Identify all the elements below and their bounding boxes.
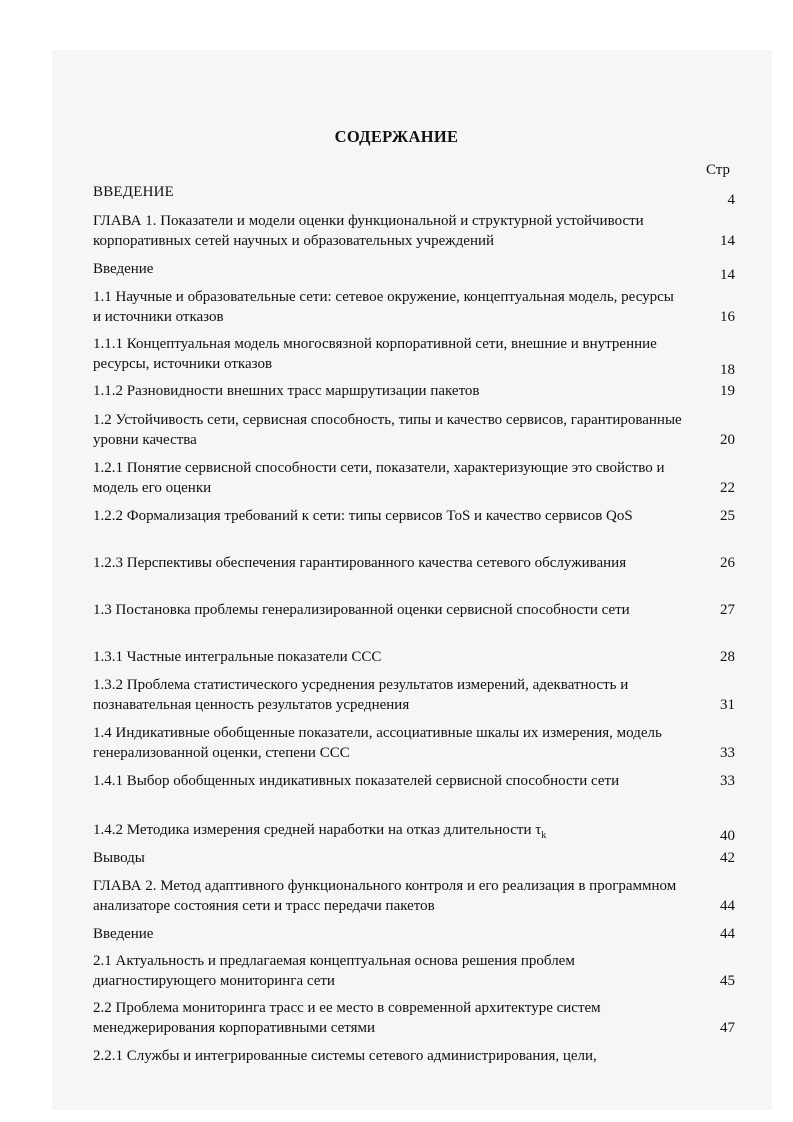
toc-entry-text: 1.1.2 Разновидности внешних трасс маршрутизации пакетов	[93, 383, 480, 399]
toc-entry-page: 20	[720, 432, 735, 448]
toc-entry	[93, 848, 739, 868]
toc-entry-text: ВВЕДЕНИЕ	[93, 184, 174, 200]
toc-entry-page: 14	[720, 267, 735, 283]
toc-entry	[93, 458, 739, 498]
toc-entry-page: 47	[720, 1020, 735, 1036]
toc-entry	[93, 1046, 739, 1066]
toc-entry-page: 40	[720, 828, 735, 844]
toc-entry	[93, 675, 739, 715]
toc-entry	[93, 723, 739, 763]
toc-entry-page: 31	[720, 697, 735, 713]
toc-entry-page: 45	[720, 973, 735, 989]
toc-entry	[93, 381, 739, 401]
toc-entry	[93, 924, 739, 944]
toc-entry-text: Выводы	[93, 850, 145, 866]
toc-entry-page: 44	[720, 926, 735, 942]
toc-entry-page: 33	[720, 773, 735, 789]
toc-entry	[93, 334, 739, 378]
toc-entry-text: 1.1 Научные и образовательные сети: сетевое окружение, концептуальная модель, ресурсы и источники отказов	[93, 289, 674, 325]
toc-entry-text: 2.2 Проблема мониторинга трасс и ее место в современной архитектуре систем менеджерирования корпоративными сетями	[93, 1000, 601, 1036]
toc-entry-page: 44	[720, 898, 735, 914]
tau-subscript: k	[541, 830, 547, 841]
toc-entry-text: 2.1 Актуальность и предлагаемая концептуальная основа решения проблем диагностирующего мониторинга сети	[93, 953, 575, 989]
toc-entry-page: 19	[720, 383, 735, 399]
toc-entry-text: ГЛАВА 2. Метод адаптивного функционального контроля и его реализация в программном анализаторе состояния сети и трасс передачи пакетов	[93, 878, 677, 914]
toc-entry-text: Введение	[93, 926, 154, 942]
toc-entry-page: 16	[720, 309, 735, 325]
toc-entry	[93, 951, 739, 991]
toc-entry-text	[93, 820, 683, 846]
toc-entry-page: 28	[720, 649, 735, 665]
toc-entry-page: 4	[727, 192, 735, 208]
toc-entry-text: 1.2.2 Формализация требований к сети: типы сервисов ToS и качество сервисов QoS	[93, 508, 633, 524]
toc-entry-page: 18	[720, 362, 735, 378]
toc-entry-text: 1.3 Постановка проблемы генерализированной оценки сервисной способности сети	[93, 602, 630, 618]
toc-entry-text: 1.2.3 Перспективы обеспечения гарантированного качества сетевого обслуживания	[93, 555, 627, 571]
toc-entry	[93, 647, 739, 667]
toc-entry	[93, 506, 739, 526]
page-column-header: Стр	[706, 162, 731, 178]
toc-entry-page: 14	[720, 233, 735, 249]
toc-entry-text-main: 1.4.2 Методика измерения средней наработки на отказ длительности τ	[93, 822, 542, 838]
toc-entry-text: Введение	[93, 261, 154, 277]
toc-entry-page: 22	[720, 480, 735, 496]
toc-entry	[93, 182, 739, 208]
toc-entry-text: 2.2.1 Службы и интегрированные системы сетевого администрирования, цели,	[93, 1048, 597, 1064]
toc-entry	[93, 876, 739, 916]
toc-entry	[93, 998, 739, 1038]
toc-entry-page: 25	[720, 508, 735, 524]
toc-entry-text: 1.4.1 Выбор обобщенных индикативных показателей сервисной способности сети	[93, 773, 620, 789]
toc-entry-text: 1.3.2 Проблема статистического усреднения результатов измерений, адекватность и познавательная ценность результатов усреднения	[93, 677, 629, 713]
toc-entry-page: 26	[720, 555, 735, 571]
toc-entry-text: 1.2 Устойчивость сети, сервисная способность, типы и качество сервисов, гарантированные уровни качества	[93, 412, 682, 448]
toc-entry-text: 1.4 Индикативные обобщенные показатели, ассоциативные шкалы их измерения, модель генерализованной оценки, степени ССС	[93, 725, 662, 761]
toc-entry	[93, 820, 739, 846]
page-title: СОДЕРЖАНИЕ	[334, 127, 459, 146]
toc-entry	[93, 771, 739, 791]
toc-entry	[93, 600, 739, 620]
toc-entry	[93, 259, 739, 283]
toc-entry-text: ГЛАВА 1. Показатели и модели оценки функциональной и структурной устойчивости корпоративных сетей научных и образовательных учреждений	[93, 213, 644, 249]
toc-entry-text: 1.2.1 Понятие сервисной способности сети, показатели, характеризующие это свойство и модель его оценки	[93, 460, 665, 496]
toc-entry-page: 27	[720, 602, 735, 618]
toc-entry-page: 33	[720, 745, 735, 761]
toc-entry	[93, 410, 739, 450]
toc-entry-text: 1.3.1 Частные интегральные показатели ССС	[93, 649, 382, 665]
toc-entry-page: 42	[720, 850, 735, 866]
toc-entry	[93, 553, 739, 573]
toc-entry	[93, 287, 739, 327]
toc-entry-text: 1.1.1 Концептуальная модель многосвязной корпоративной сети, внешние и внутренние ресурсы, источники отказов	[93, 336, 657, 372]
toc-entry	[93, 211, 739, 251]
